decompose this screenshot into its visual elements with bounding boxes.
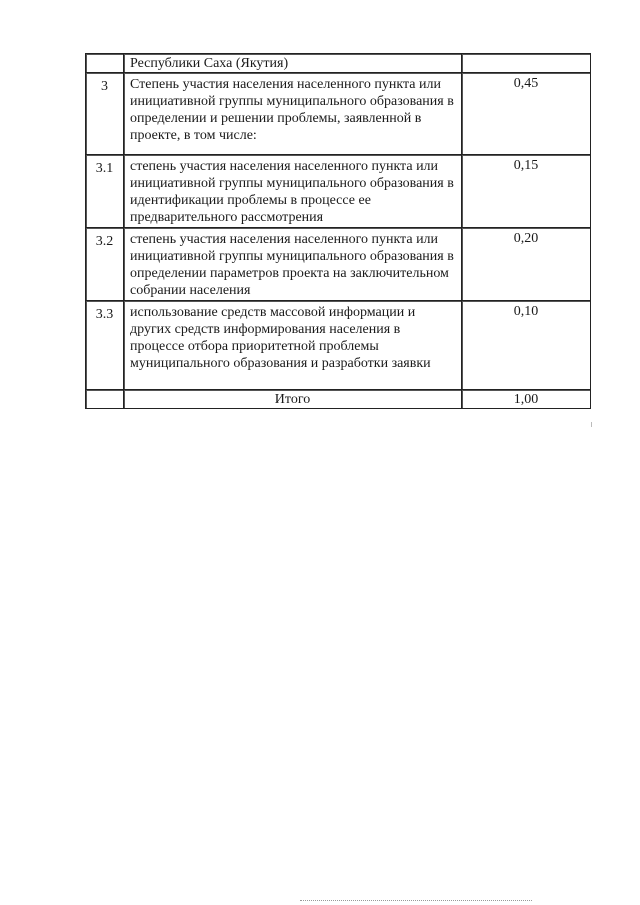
row-number-cell <box>86 54 124 73</box>
total-value: 1,00 <box>462 390 591 409</box>
criteria-table <box>85 53 591 409</box>
criterion-text-cell: степень участия населения населенного пункта или инициативной группы муниципального образования в определении параметров проекта на заключительном собрании населения <box>124 228 462 301</box>
criterion-text-cell: Республики Саха (Якутия) <box>124 54 462 73</box>
total-label: Итого <box>124 390 462 409</box>
weight-value-cell <box>462 54 591 73</box>
table-row <box>86 301 591 390</box>
table-continuation-row <box>86 54 591 73</box>
row-number-cell <box>86 390 124 409</box>
weight-value-cell: 0,10 <box>462 301 591 390</box>
table-row <box>86 228 591 301</box>
row-number-cell: 3.2 <box>86 228 124 301</box>
row-number-cell: 3.3 <box>86 301 124 390</box>
page-footer-rule <box>300 900 532 901</box>
table-row <box>86 73 591 155</box>
criterion-text-cell: использование средств массовой информации и других средств информирования населения в процессе отбора приоритетной проблемы муниципального образования и разработки заявки <box>124 301 462 390</box>
weight-value-cell: 0,15 <box>462 155 591 228</box>
weight-value-cell: 0,20 <box>462 228 591 301</box>
total-row <box>86 390 591 409</box>
criterion-text-cell: Степень участия населения населенного пункта или инициативной группы муниципального образования в определении и решении проблемы, заявленной в проекте, в том числе: <box>124 73 462 155</box>
table-row <box>86 155 591 228</box>
row-number-cell: 3 <box>86 73 124 155</box>
criterion-text-cell: степень участия населения населенного пункта или инициативной группы муниципального образования в идентификации проблемы в процессе ее предварительного рассмотрения <box>124 155 462 228</box>
scan-artifact <box>591 422 592 427</box>
row-number-cell: 3.1 <box>86 155 124 228</box>
weight-value-cell: 0,45 <box>462 73 591 155</box>
